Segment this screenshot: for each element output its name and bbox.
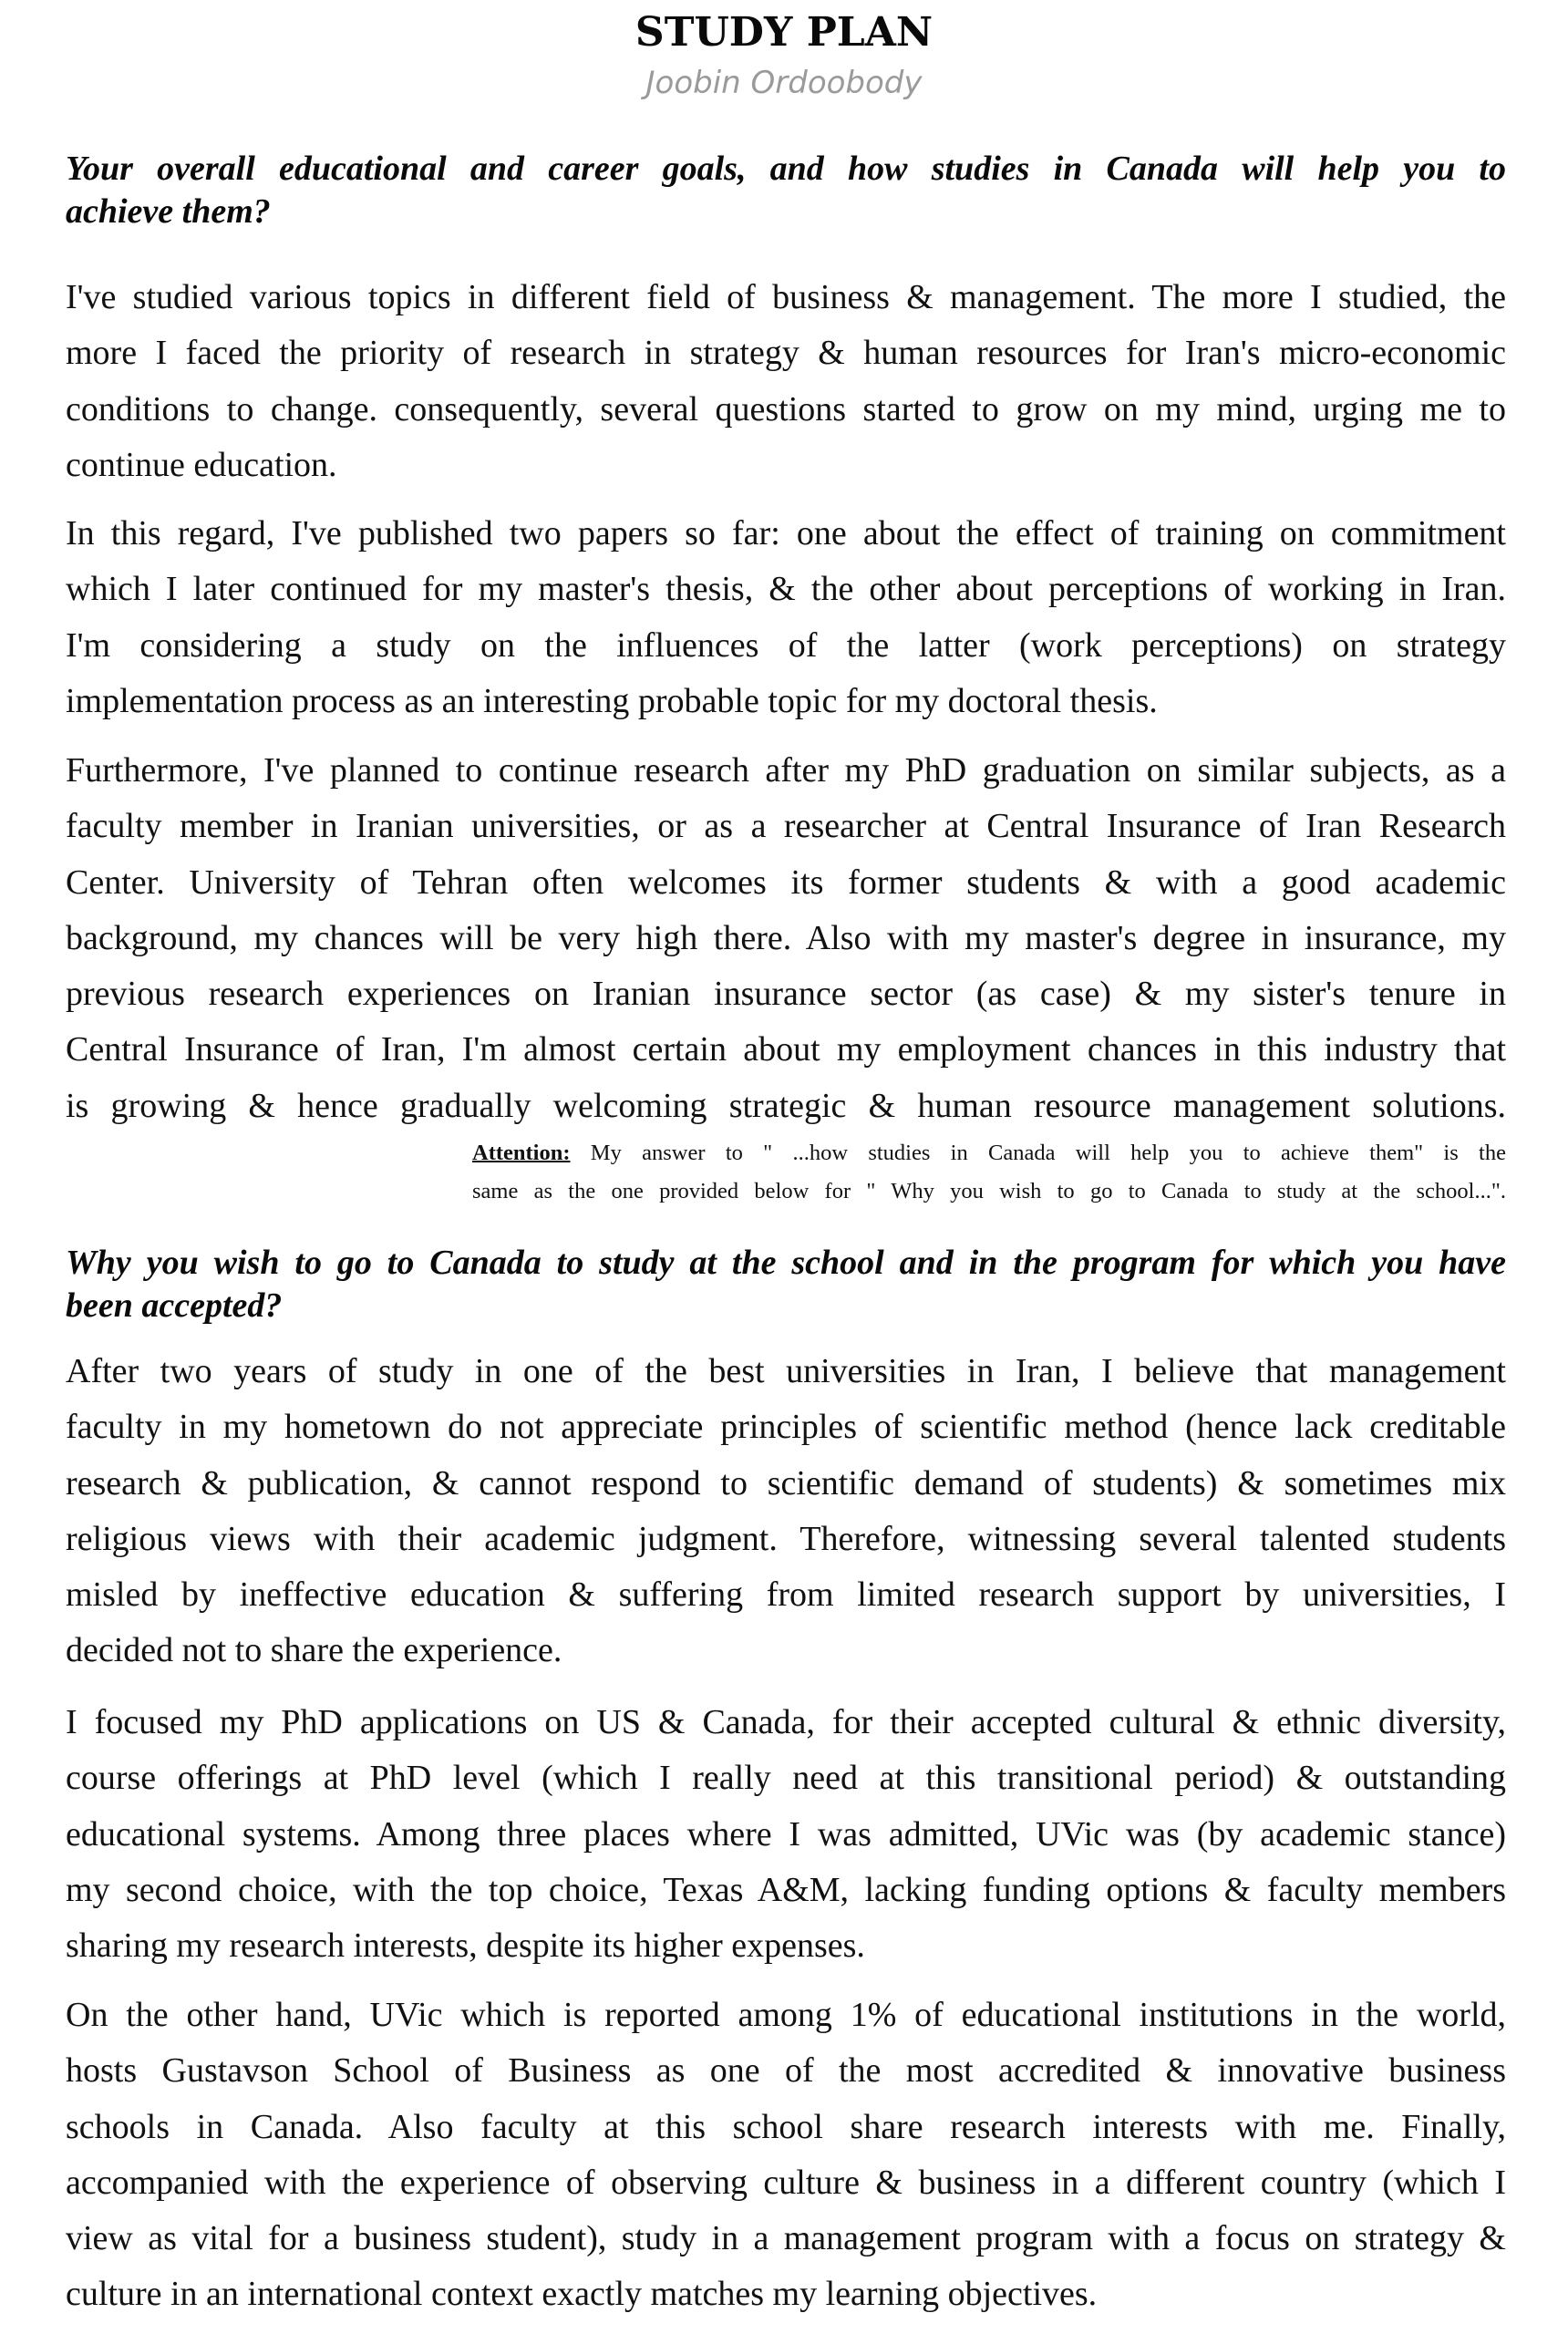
paragraph-line: course offerings at PhD level (which I really need at this transitional period) & outstanding — [66, 1759, 1506, 1798]
heading-line: Your overall educational and career goals, and how studies in Canada will help you to — [66, 150, 1506, 188]
paragraph-line: I've studied various topics in different field of business & management. The more I studied, the — [66, 278, 1506, 316]
section-2-paragraph-2 — [66, 1695, 1506, 1974]
paragraph-line: is growing & hence gradually welcoming strategic & human resource management solutions. — [66, 1086, 1506, 1125]
note-line — [472, 1134, 1506, 1172]
section-2-heading — [66, 1242, 1506, 1327]
note-line: same as the one provided below for " Why you wish to go to Canada to study at the school...". — [472, 1179, 1506, 1203]
section-2-paragraph-3 — [66, 1988, 1506, 2323]
paragraph-line: decided not to share the experience. — [66, 1631, 562, 1670]
paragraph-line: research & publication, & cannot respond to scientific demand of students) & sometimes mix — [66, 1463, 1506, 1503]
paragraph-line: sharing my research interests, despite its higher expenses. — [66, 1926, 865, 1966]
paragraph-line: On the other hand, UVic which is reported among 1% of educational institutions in the world, — [66, 1996, 1506, 2034]
document-title: STUDY PLAN — [634, 9, 934, 56]
heading-line: achieve them? — [66, 192, 271, 231]
attention-label: Attention: — [472, 1141, 571, 1165]
heading-line: Why you wish to go to Canada to study at the school and in the program for which you have — [66, 1244, 1506, 1282]
paragraph-line: schools in Canada. Also faculty at this school share research interests with me. Finally, — [66, 2107, 1506, 2146]
paragraph-line: Central Insurance of Iran, I'm almost certain about my employment chances in this industry that — [66, 1030, 1506, 1069]
paragraph-line: conditions to change. consequently, several questions started to grow on my mind, urging me to — [66, 389, 1506, 429]
section-1-paragraph-1 — [66, 270, 1506, 493]
paragraph-line: religious views with their academic judgment. Therefore, witnessing several talented students — [66, 1519, 1506, 1558]
paragraph-line: Furthermore, I've planned to continue research after my PhD graduation on similar subjects, as a — [66, 751, 1506, 790]
paragraph-line: culture in an international context exactly matches my learning objectives. — [66, 2275, 1098, 2314]
section-1-paragraph-3 — [66, 743, 1506, 1134]
note-text: My answer to " ...how studies in Canada will help you to achieve them" is the — [570, 1141, 1506, 1165]
attention-note — [472, 1134, 1506, 1211]
paragraph-line: implementation process as an interesting probable topic for my doctoral thesis. — [66, 681, 1158, 720]
paragraph-line: previous research experiences on Iranian insurance sector (as case) & my sister's tenure in — [66, 975, 1506, 1014]
heading-line: been accepted? — [66, 1286, 283, 1325]
section-2-paragraph-1 — [66, 1344, 1506, 1679]
document-author: Joobin Ordoobody — [645, 65, 923, 101]
paragraph-line: misled by ineffective education & suffering from limited research support by universities, I — [66, 1575, 1506, 1615]
paragraph-line: my second choice, with the top choice, Texas A&M, lacking funding options & faculty members — [66, 1870, 1506, 1909]
paragraph-line: Center. University of Tehran often welcomes its former students & with a good academic — [66, 862, 1506, 902]
paragraph-line: I'm considering a study on the influences of the latter (work perceptions) on strategy — [66, 625, 1506, 665]
paragraph-line: background, my chances will be very high there. Also with my master's degree in insurance, my — [66, 918, 1506, 957]
paragraph-line: view as vital for a business student), study in a management program with a focus on strategy & — [66, 2219, 1506, 2258]
paragraph-line: After two years of study in one of the best universities in Iran, I believe that management — [66, 1352, 1506, 1390]
section-1-heading — [66, 148, 1506, 233]
paragraph-line: In this regard, I've published two papers so far: one about the effect of training on commitment — [66, 514, 1506, 553]
section-1-paragraph-2 — [66, 506, 1506, 729]
paragraph-line: faculty in my hometown do not appreciate principles of scientific method (hence lack creditable — [66, 1408, 1506, 1447]
paragraph-line: educational systems. Among three places where I was admitted, UVic was (by academic stance) — [66, 1814, 1506, 1854]
paragraph-line: accompanied with the experience of observing culture & business in a different country (which I — [66, 2163, 1506, 2202]
paragraph-line: continue education. — [66, 445, 337, 484]
paragraph-line: hosts Gustavson School of Business as one of the most accredited & innovative business — [66, 2051, 1506, 2091]
paragraph-line: more I faced the priority of research in strategy & human resources for Iran's micro-economic — [66, 334, 1506, 373]
paragraph-line: I focused my PhD applications on US & Canada, for their accepted cultural & ethnic diversity, — [66, 1703, 1506, 1741]
paragraph-line: faculty member in Iranian universities, or as a researcher at Central Insurance of Iran Research — [66, 807, 1506, 846]
paragraph-line: which I later continued for my master's thesis, & the other about perceptions of working in Iran. — [66, 570, 1506, 609]
